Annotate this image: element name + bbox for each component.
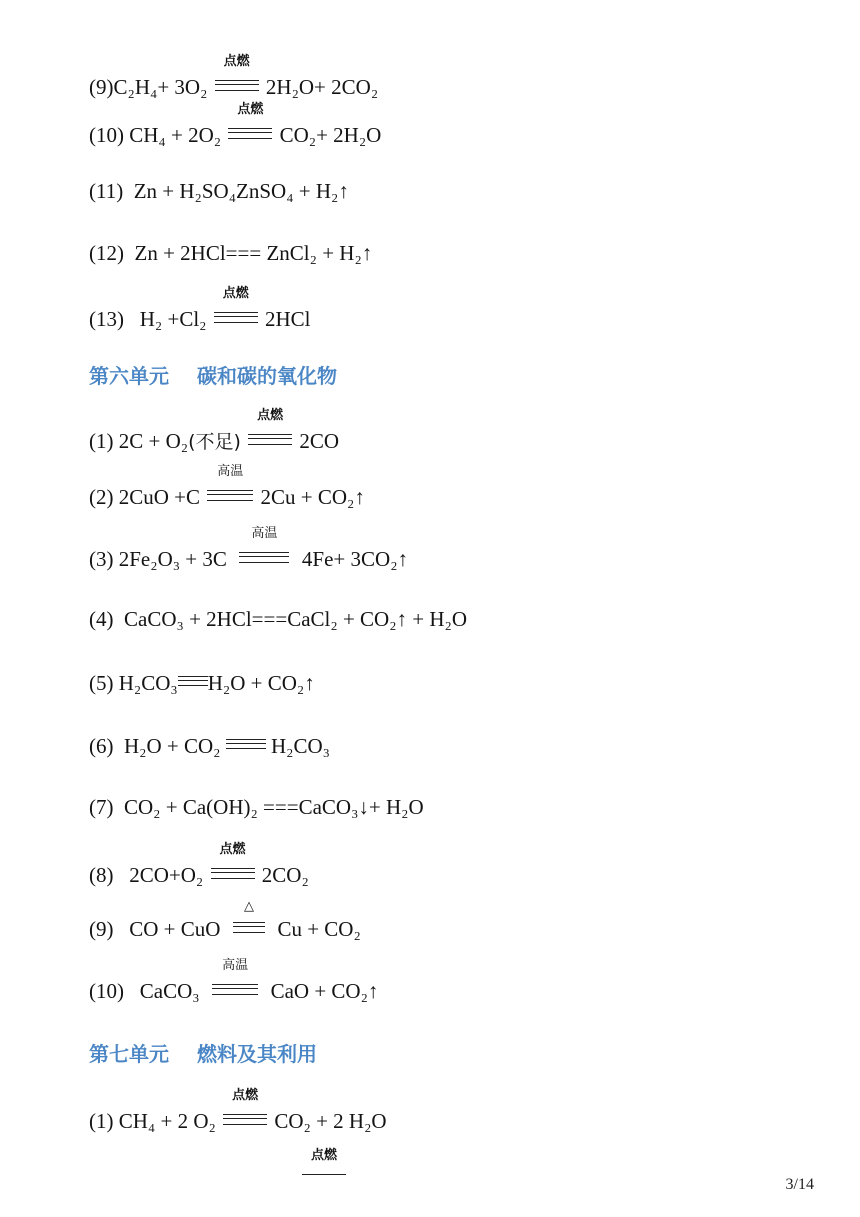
equation-line: (6) H₂O + CO₂ H₂CO₃	[89, 734, 330, 758]
equation-line: (5) H₂CO₃ H₂O + CO₂↑	[89, 671, 315, 695]
equation-line: (9)C₂H₄+ 3O₂ 点燃 2H₂O+ 2CO₂	[89, 72, 378, 102]
equals-mark	[226, 739, 266, 749]
section-heading-unit6: 第六单元 碳和碳的氧化物	[89, 364, 337, 388]
condition-mark: 点燃	[302, 1166, 346, 1196]
condition-mark: 点燃	[215, 72, 259, 102]
condition-mark: 点燃	[228, 120, 272, 150]
equation-line: (12) Zn + 2HCl=== ZnCl₂ + H₂↑	[89, 241, 373, 265]
page-cut-mask	[60, 1177, 580, 1217]
condition-mark: 点燃	[214, 304, 258, 334]
condition-mark: △	[233, 914, 265, 944]
section-heading-unit7: 第七单元 燃料及其利用	[89, 1042, 317, 1066]
equation-line: (7) CO₂ + Ca(OH)₂ ===CaCO₃↓+ H₂O	[89, 795, 424, 819]
equation-line: (10) CaCO₃ 高温 CaO + CO₂↑	[89, 976, 378, 1006]
equation-line: (13) H₂ +Cl₂ 点燃 2HCl	[89, 304, 311, 334]
equation-line: (2) 2CuO +C 高温 2Cu + CO₂↑	[89, 482, 365, 512]
equation-line: (9) CO + CuO △ Cu + CO₂	[89, 914, 361, 944]
page-number: 3/14	[785, 1176, 814, 1193]
condition-mark: 高温	[207, 482, 253, 512]
equation-line: (1) 2C + O₂(不足) 点燃 2CO	[89, 426, 339, 457]
condition-mark: 点燃	[211, 860, 255, 890]
condition-mark: 高温	[239, 544, 289, 574]
equation-line: (10) CH₄ + 2O₂ 点燃 CO₂+ 2H₂O	[89, 120, 381, 150]
equation-line: (11) Zn + H₂SO₄ZnSO₄ + H₂↑	[89, 179, 349, 203]
equation-line: (4) CaCO₃ + 2HCl===CaCl₂ + CO₂↑ + H₂O	[89, 607, 468, 631]
equals-mark	[178, 676, 208, 686]
equation-line: (1) CH₄ + 2 O₂ 点燃 CO₂ + 2 H₂O	[89, 1106, 387, 1136]
condition-mark: 高温	[212, 976, 258, 1006]
equation-line: (3) 2Fe₂O₃ + 3C 高温 4Fe+ 3CO₂↑	[89, 544, 408, 574]
condition-mark: 点燃	[223, 1106, 267, 1136]
condition-mark: 点燃	[248, 426, 292, 456]
equation-line: (8) 2CO+O₂ 点燃 2CO₂	[89, 860, 309, 890]
